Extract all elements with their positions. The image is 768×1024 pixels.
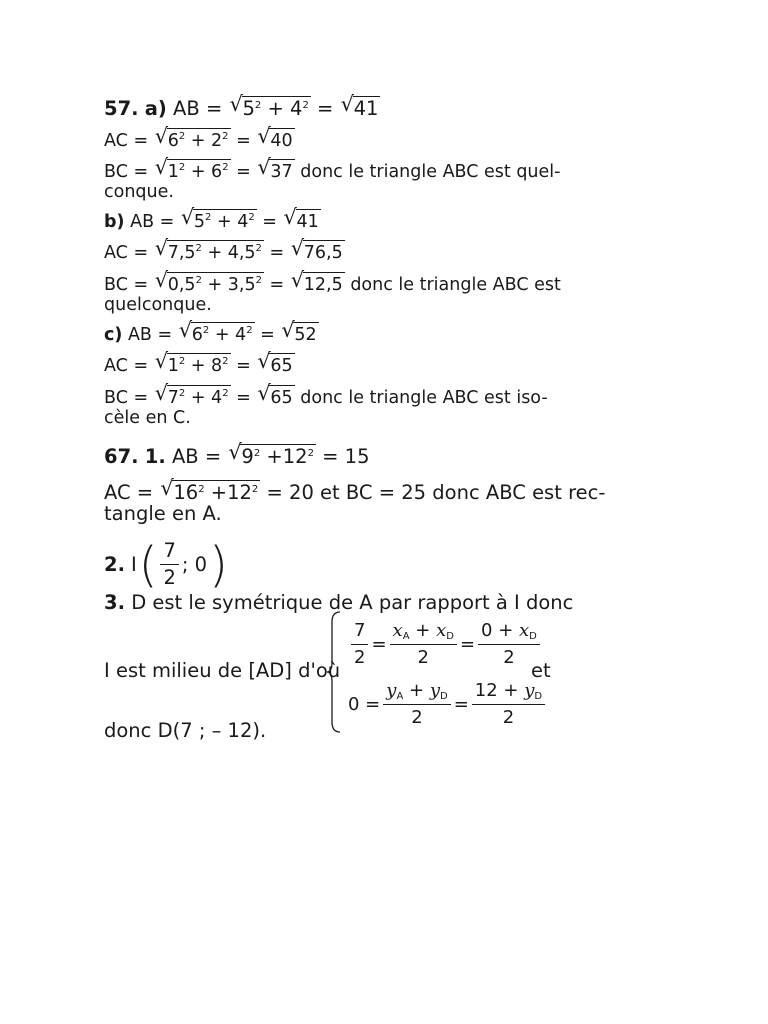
- ex57-b-ac-line: [104, 236, 345, 264]
- exponent: 2: [202, 325, 210, 336]
- operator: +: [409, 620, 437, 641]
- expr-lhs: AB =: [130, 212, 175, 232]
- sqrt: √ $6^2 + 4^2$: [178, 318, 253, 345]
- expr-lhs: BC =: [104, 388, 149, 408]
- term: +12: [204, 481, 252, 504]
- sqrt: √ 40: [257, 124, 293, 151]
- subscript: A: [402, 631, 410, 642]
- subscript: D: [439, 691, 448, 702]
- numerator: 7: [351, 620, 368, 645]
- sqrt: √ $6^2 + 2^2$: [154, 124, 229, 151]
- equals: =: [236, 356, 251, 376]
- equals: =: [317, 97, 334, 120]
- result: 76,5: [303, 240, 345, 264]
- exponent: 2: [195, 275, 202, 286]
- ex67-1-cont: tangle en A.: [104, 502, 222, 525]
- exponent: 2: [178, 356, 186, 367]
- result: = 15: [322, 445, 370, 468]
- term: 5: [193, 212, 206, 232]
- variable: y: [429, 680, 440, 701]
- system-brace: [326, 610, 342, 734]
- denominator: 2: [417, 647, 429, 668]
- numerator: [472, 680, 545, 705]
- ex57-c-label: c): [104, 325, 123, 345]
- sqrt: √ $5^2 + 4^2$: [180, 205, 255, 232]
- ex67-3-end: donc D(7 ; – 12).: [104, 719, 267, 742]
- term: 7,5: [167, 243, 196, 263]
- denominator: 2: [502, 707, 515, 728]
- term: + 4: [211, 212, 249, 232]
- expr-lhs: AB =: [171, 445, 222, 468]
- exponent: 2: [178, 131, 186, 142]
- sqrt: √ 12,5: [290, 268, 343, 295]
- ex67-2-line: [104, 536, 228, 593]
- result: 41: [353, 97, 379, 120]
- exponent: 2: [255, 275, 262, 286]
- ex57-c-ac-line: [104, 349, 295, 377]
- numerator: [383, 680, 450, 705]
- system-eq-1: [348, 620, 543, 669]
- term: 0 +: [481, 620, 520, 641]
- equals: =: [262, 212, 277, 232]
- subscript: D: [446, 631, 454, 642]
- denominator: 2: [354, 647, 366, 668]
- term: 7: [167, 388, 179, 408]
- subscript: D: [529, 631, 537, 642]
- equals: =: [269, 275, 285, 295]
- exponent: 2: [222, 131, 229, 142]
- exponent: 2: [248, 212, 255, 223]
- ex57-c-bc-line: [104, 381, 548, 409]
- term: + 2: [185, 131, 223, 151]
- exponent: 2: [198, 484, 205, 495]
- term: 5: [242, 97, 255, 120]
- exponent: 2: [205, 212, 212, 223]
- ex57-c-cont: cèle en C.: [104, 408, 191, 428]
- term: + 4,5: [201, 243, 256, 263]
- sqrt: √ 76,5: [290, 236, 343, 263]
- term: +12: [260, 445, 308, 468]
- equals: =: [269, 243, 285, 263]
- sqrt: √ 37: [257, 155, 293, 182]
- term: + 4: [209, 325, 247, 345]
- denominator: 2: [503, 647, 515, 668]
- ex57-a-ab-line: [104, 92, 380, 120]
- term: 16: [173, 481, 199, 504]
- term: 6: [191, 325, 203, 345]
- ex67-1-ab-line: [104, 440, 370, 468]
- term: + 4: [261, 97, 303, 120]
- exponent: 2: [246, 325, 253, 336]
- exponent: 2: [255, 243, 262, 254]
- ex67-q1-label: 1.: [144, 445, 166, 468]
- exponent: 2: [254, 100, 262, 111]
- term: + 4: [185, 388, 223, 408]
- result: 52: [293, 322, 318, 346]
- expr-lhs: AB =: [173, 97, 223, 120]
- ex57-b-cont: quelconque.: [104, 295, 212, 315]
- denominator: 2: [411, 707, 423, 728]
- conclusion-text: donc le triangle ABC est quel-: [300, 162, 561, 182]
- expr-lhs: AC =: [104, 131, 149, 151]
- exponent: 2: [253, 448, 261, 459]
- variable: x: [392, 620, 403, 641]
- ex57-b-label: b): [104, 212, 125, 232]
- sqrt: √ 65: [257, 381, 293, 408]
- exponent: 2: [222, 388, 229, 399]
- ex57-a-label: a): [144, 97, 167, 120]
- expr-lhs: AC =: [104, 243, 149, 263]
- denominator: 2: [163, 566, 176, 589]
- equals: =: [371, 634, 387, 655]
- ex57-c-ab-line: [104, 318, 319, 346]
- result: 37: [269, 159, 294, 183]
- ex57-a-ac-line: [104, 124, 295, 152]
- statement-text: D est le symétrique de A par rapport à I donc: [131, 591, 574, 614]
- equals: =: [260, 325, 275, 345]
- conclusion-text: = 20 et BC = 25 donc ABC est rec-: [266, 481, 606, 504]
- term: + 8: [185, 356, 223, 376]
- equals: =: [453, 694, 469, 715]
- conclusion-text: donc le triangle ABC est iso-: [300, 388, 548, 408]
- subscript: D: [534, 691, 543, 702]
- exponent: 2: [307, 448, 314, 459]
- point-label: I: [130, 552, 137, 576]
- numerator: 7: [160, 540, 178, 565]
- fraction: [351, 620, 368, 669]
- sqrt: √ $9^2 +12^2$: [228, 440, 314, 468]
- exponent: 2: [195, 243, 202, 254]
- ex57-a-cont: conque.: [104, 182, 174, 202]
- numerator: [390, 620, 457, 645]
- variable: x: [519, 620, 530, 641]
- ex67-1-ac-line: [104, 476, 606, 504]
- ex57-b-bc-line: [104, 268, 561, 296]
- sqrt: √ $5^2 + 4^2$: [229, 92, 309, 120]
- expr-lhs: 0 =: [348, 694, 381, 715]
- sqrt: √ $1^2 + 6^2$: [154, 155, 229, 182]
- exponent: 2: [222, 356, 229, 367]
- term: 9: [241, 445, 254, 468]
- result: 12,5: [303, 272, 345, 296]
- term: 1: [167, 162, 179, 182]
- ex67-3-mid: I est milieu de [AD] d'où: [104, 659, 341, 682]
- exponent: 2: [222, 162, 229, 173]
- numerator: [478, 620, 540, 645]
- expr-lhs: AB =: [127, 325, 173, 345]
- ex57-a-bc-line: [104, 155, 561, 183]
- term: 0,5: [167, 275, 196, 295]
- ex67-q3-label: 3.: [104, 591, 125, 614]
- term: 6: [167, 131, 179, 151]
- exponent: 2: [302, 100, 309, 111]
- fraction: [472, 680, 545, 729]
- left-paren: (: [138, 536, 158, 593]
- ex67-q2-label: 2.: [104, 552, 125, 576]
- sqrt: √ 41: [340, 92, 379, 120]
- equals: =: [236, 388, 251, 408]
- result: 40: [269, 128, 294, 152]
- sqrt: √ $16^2 +12^2$: [160, 476, 259, 504]
- fraction: [160, 540, 178, 589]
- fraction: [390, 620, 457, 669]
- term: + 6: [185, 162, 223, 182]
- fraction: [383, 680, 450, 729]
- ex67-3-et: et: [531, 659, 551, 682]
- operator: +: [403, 680, 430, 701]
- ex57-b-ab-line: [104, 205, 321, 233]
- system-eq-2: [348, 680, 548, 729]
- term: 1: [167, 356, 179, 376]
- variable: x: [436, 620, 447, 641]
- term: 12 +: [474, 680, 525, 701]
- variable: y: [386, 680, 397, 701]
- expr-lhs: AC =: [104, 481, 154, 504]
- sqrt: √ 41: [283, 205, 319, 232]
- coordinate: ; 0: [181, 552, 208, 576]
- sqrt: √ 65: [257, 349, 293, 376]
- equals: =: [236, 131, 251, 151]
- ex57-number: 57.: [104, 97, 139, 120]
- sqrt: √ $7,5^2 + 4,5^2$: [154, 236, 262, 263]
- exponent: 2: [251, 484, 259, 495]
- expr-lhs: AC =: [104, 356, 149, 376]
- right-paren: ): [209, 536, 228, 593]
- subscript: A: [396, 691, 404, 702]
- exponent: 2: [178, 162, 186, 173]
- expr-lhs: BC =: [104, 275, 149, 295]
- sqrt: √ 52: [281, 318, 317, 345]
- sqrt: √ $1^2 + 8^2$: [154, 349, 229, 376]
- exponent: 2: [178, 388, 186, 399]
- sqrt: √ $7^2 + 4^2$: [154, 381, 229, 408]
- variable: y: [524, 680, 535, 701]
- equals: =: [459, 634, 476, 655]
- result: 65: [269, 353, 294, 377]
- conclusion-text: donc le triangle ABC est: [350, 275, 561, 295]
- result: 65: [269, 385, 294, 409]
- result: 41: [296, 209, 321, 233]
- sqrt: √ $0,5^2 + 3,5^2$: [154, 268, 262, 295]
- expr-lhs: BC =: [104, 162, 149, 182]
- term: + 3,5: [201, 275, 256, 295]
- equals: =: [236, 162, 251, 182]
- ex67-number: 67.: [104, 445, 139, 468]
